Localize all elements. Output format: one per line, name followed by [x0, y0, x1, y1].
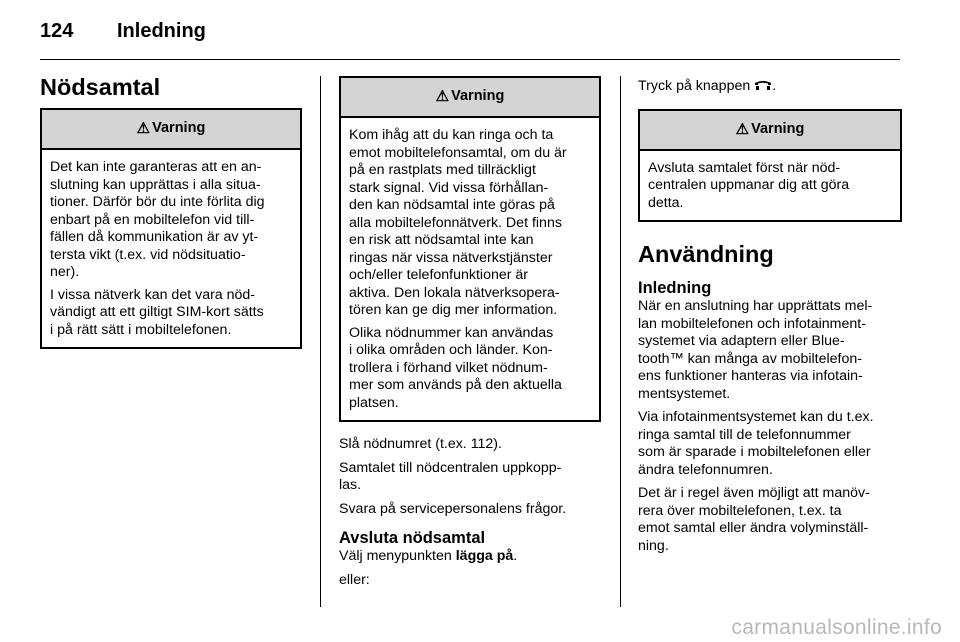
warning-triangle-icon: ⚠ — [735, 120, 750, 138]
page-header — [40, 20, 206, 43]
warning-paragraph: Olika nödnummer kan användas i olika områden och länder. Kon- trollera i förhand vilket nödnum- mer som används på den aktuella platsen. — [349, 324, 562, 411]
phone-hangup-icon — [754, 80, 772, 91]
warning-label: Varning — [451, 88, 505, 105]
instruction-suffix: . — [513, 548, 518, 564]
warning-box-2 — [339, 76, 601, 422]
watermark: carmanualsonline.info — [731, 616, 942, 639]
avsluta-heading: Avsluta nödsamtal — [339, 529, 486, 547]
press-button-instruction — [638, 78, 902, 96]
warning-triangle-icon: ⚠ — [136, 120, 151, 138]
warning-body — [42, 150, 300, 347]
warning-body — [341, 118, 599, 420]
warning-paragraph: I vissa nätverk kan det vara nöd- vändigt att ett giltigt SIM-kort sätts i på rätt sätt i mobiltelefonen. — [50, 286, 264, 338]
anvandning-heading: Användning — [638, 241, 774, 267]
warning-triangle-icon: ⚠ — [435, 88, 450, 106]
page-number: 124 — [40, 20, 74, 42]
body-paragraph: När en anslutning har upprättats mel- lan mobiltelefonen och infotainment- systemet via adaptern eller Blue- tooth™ kan många av mobiltelefon- ens funktioner hanteras via infotain- mentsystemet. — [638, 298, 873, 402]
header-rule — [40, 59, 900, 60]
column-1 — [40, 73, 302, 349]
menu-item-name: lägga på — [455, 548, 514, 564]
warning-header — [42, 110, 300, 150]
body-paragraph: Det är i regel även möjligt att manöv- rera över mobiltelefonen, t.ex. ta emot samtal eller ändra volyminställ- ning. — [638, 485, 870, 554]
step-text: Svara på servicepersonalens frågor. — [339, 500, 567, 517]
column-2 — [339, 76, 601, 595]
emergency-steps — [339, 436, 601, 518]
warning-label: Varning — [751, 120, 805, 137]
nodsamtal-heading: Nödsamtal — [40, 74, 161, 100]
column-3 — [638, 78, 902, 561]
warning-paragraph: Det kan inte garanteras att en an- slutning kan upprättas i alla situa- tioner. Därför bör du inte förlita dig enbart på en mobiltelefon vid till- fällen då kommunikation är av yt- tersta vikt (t.ex. vid nödsituatio- ner). — [50, 159, 265, 280]
warning-paragraph: Avsluta samtalet först när nöd- centralen uppmanar dig att göra detta. — [648, 159, 850, 211]
column-divider-left — [320, 76, 321, 607]
warning-box-1 — [40, 108, 302, 349]
warning-body — [640, 151, 900, 221]
press-text: Tryck på knappen — [638, 78, 755, 94]
warning-box-3 — [638, 109, 902, 223]
warning-header — [341, 78, 599, 118]
warning-paragraph: Kom ihåg att du kan ringa och ta emot mobiltelefonsamtal, om du är på en rastplats med tillräckligt stark signal. Vid vissa förhållan- den kan nödsamtal inte göras på alla mobiltelefonnätverk. Det finns en risk att nödsamtal inte kan ringas när vissa nätverkstjänster och/eller telefonfunktioner är aktiva. Den lokala nätverksopera- tören kan ge dig mer information. — [349, 127, 567, 318]
warning-label: Varning — [152, 120, 206, 137]
step-text: Samtalet till nödcentralen uppkopp- las. — [339, 459, 562, 493]
section-title: Inledning — [117, 20, 206, 42]
press-suffix: . — [772, 78, 777, 94]
body-paragraph: Via infotainmentsystemet kan du t.ex. ringa samtal till de telefonnummer som är sparade i mobiltelefonen eller ändra telefonnumren. — [638, 409, 874, 478]
instruction-text: Välj menypunkten — [339, 548, 456, 564]
end-call-instruction — [339, 548, 601, 566]
step-text: Slå nödnumret (t.ex. 112). — [339, 436, 502, 452]
warning-header — [640, 111, 900, 151]
column-divider-right — [620, 76, 621, 607]
inledning-subheading: Inledning — [638, 279, 712, 297]
or-text: eller: — [339, 571, 370, 588]
